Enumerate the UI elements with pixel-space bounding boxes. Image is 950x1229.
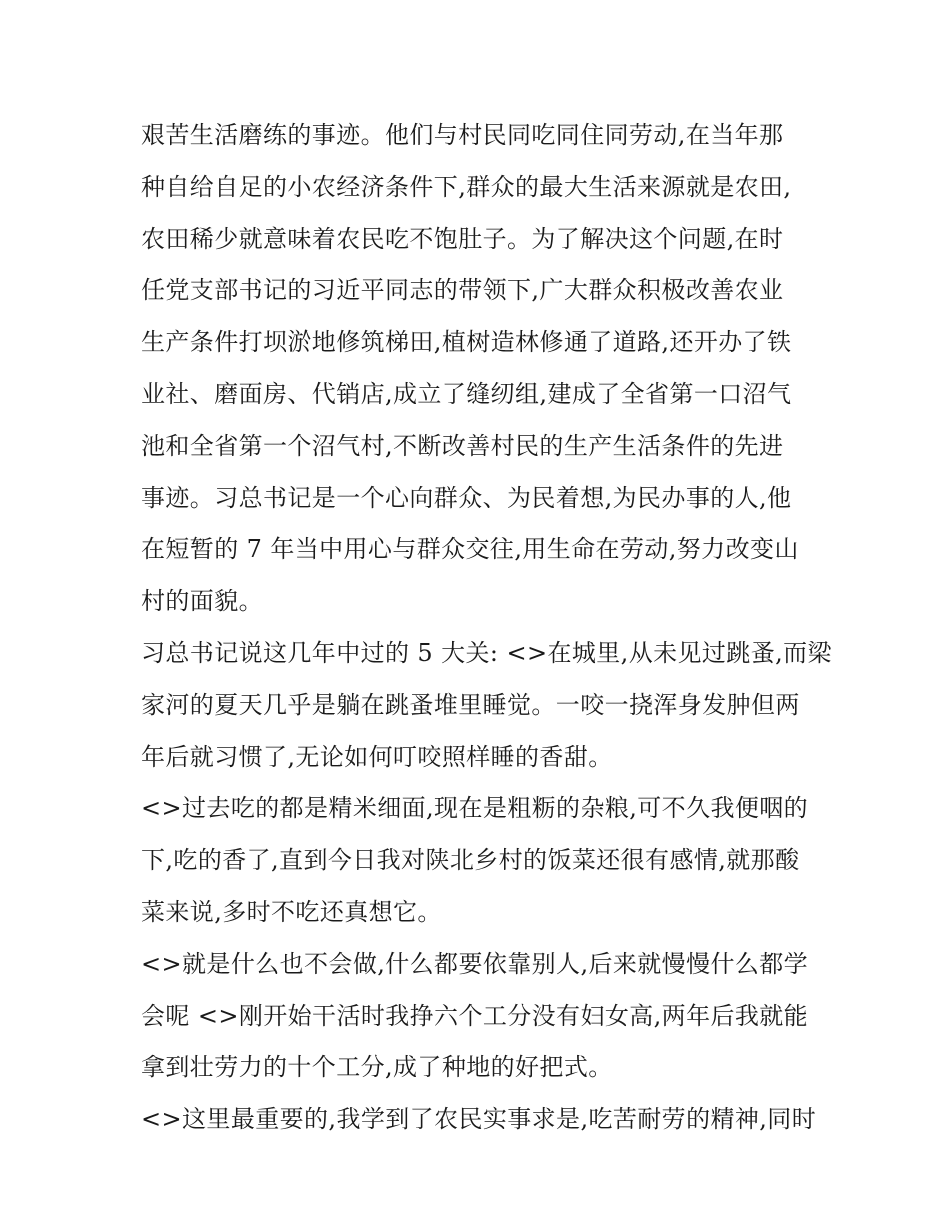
text-line: <>这里最重要的,我学到了农民实事求是,吃苦耐劳的精神,同时	[141, 1105, 817, 1134]
text-line: 习总书记说这几年中过的 5 大关: <>在城里,从未见过跳蚤,而梁	[141, 638, 832, 667]
text-line: 生产条件打坝淤地修筑梯田,植树造林修通了道路,还开办了铁	[141, 328, 792, 357]
text-line: 艰苦生活磨练的事迹。他们与村民同吃同住同劳动,在当年那	[141, 121, 784, 149]
text-line: 拿到壮劳力的十个工分,成了种地的好把式。	[141, 1053, 613, 1082]
text-line: 年后就习惯了,无论如何叮咬照样睡的香甜。	[141, 742, 613, 771]
text-line: 业社、磨面房、代销店,成立了缝纫组,建成了全省第一口沼气	[141, 379, 792, 408]
text-line: 种自给自足的小农经济条件下,群众的最大生活来源就是农田,	[141, 172, 792, 201]
text-line: 会呢 <>刚开始干活时我挣六个工分没有妇女高,两年后我就能	[141, 1001, 809, 1030]
text-line: <>过去吃的都是精米细面,现在是粗粝的杂粮,可不久我便咽的	[141, 794, 809, 823]
text-line: 家河的夏天几乎是躺在跳蚤堆里睡觉。一咬一挠浑身发肿但两	[141, 690, 800, 719]
text-line: 池和全省第一个沼气村,不断改善村民的生产生活条件的先进	[141, 431, 784, 460]
text-line: 农田稀少就意味着农民吃不饱肚子。为了解决这个问题,在时	[141, 224, 784, 253]
text-line: <>就是什么也不会做,什么都要依靠别人,后来就慢慢什么都学	[141, 949, 809, 978]
text-line: 菜来说,多时不吃还真想它。	[141, 897, 442, 926]
text-line: 事迹。习总书记是一个心向群众、为民着想,为民办事的人,他	[141, 483, 792, 512]
body-text	[141, 110, 832, 1146]
text-line: 村的面貌。	[141, 587, 263, 616]
text-line: 下,吃的香了,直到今日我对陕北乡村的饭菜还很有感情,就那酸	[141, 846, 800, 875]
text-line: 任党支部书记的习近平同志的带领下,广大群众积极改善农业	[141, 276, 784, 305]
text-line: 在短暂的 7 年当中用心与群众交往,用生命在劳动,努力改变山	[141, 535, 799, 564]
